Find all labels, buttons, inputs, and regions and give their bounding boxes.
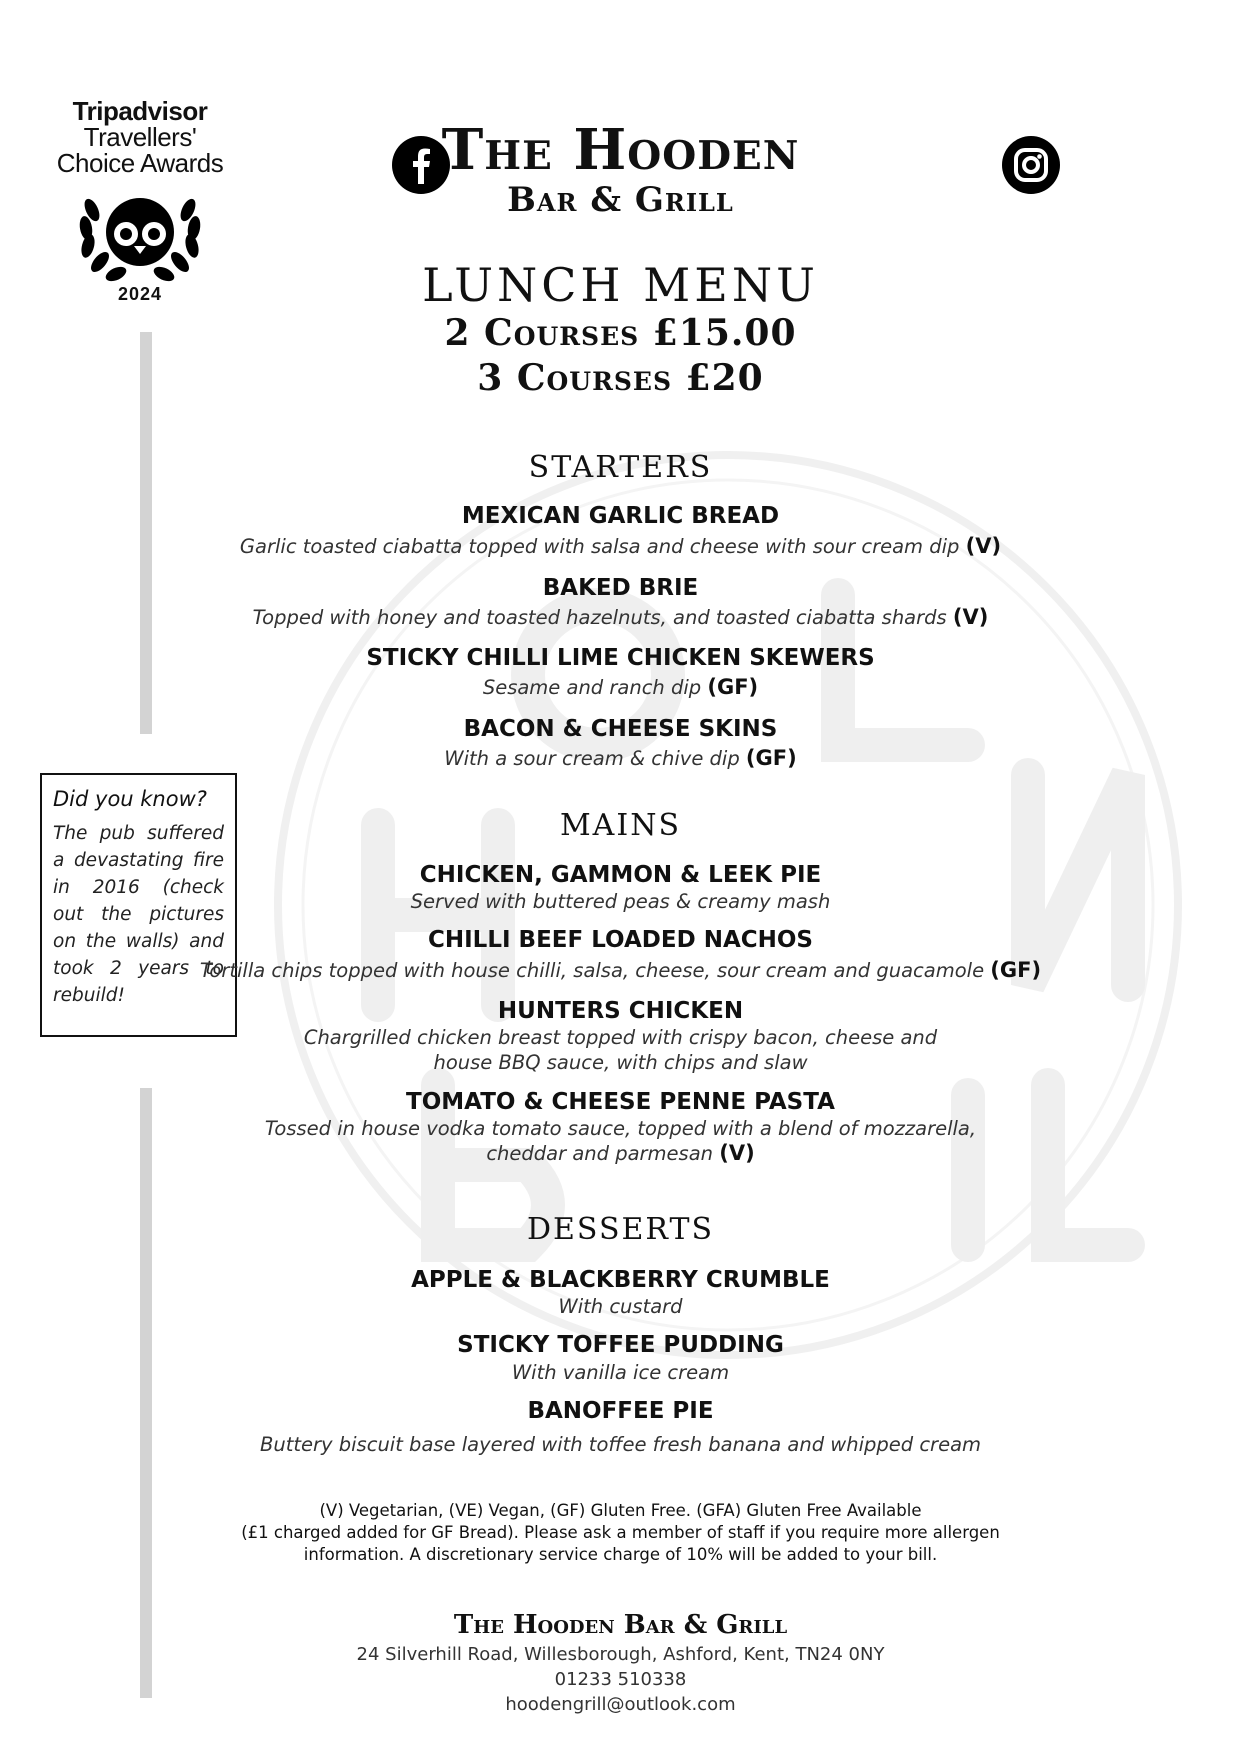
menu-item-desc: Tortilla chips topped with house chilli, salsa, cheese, sour cream and guacamole (GF) — [199, 958, 1042, 982]
price-two-courses: 2 Courses £15.00 — [444, 312, 797, 354]
footer-address: 24 Silverhill Road, Willesborough, Ashford, Kent, TN24 0NY — [356, 1644, 885, 1665]
dietary-tag: (GF) — [745, 746, 797, 770]
menu-item-desc: cheddar and parmesan (V) — [486, 1141, 755, 1165]
menu-item-desc: Garlic toasted ciabatta topped with salsa and cheese with sour cream dip (V) — [239, 534, 1002, 558]
footer-phone[interactable]: 01233 510338 — [554, 1669, 687, 1690]
menu-item-name: MEXICAN GARLIC BREAD — [461, 503, 780, 529]
desserts-heading: DESSERTS — [526, 1212, 715, 1247]
menu-item-desc: Chargrilled chicken breast topped with crispy bacon, cheese and — [303, 1026, 938, 1049]
starters-heading: STARTERS — [528, 450, 713, 485]
did-you-know-text: The pub suffered a devastating fire in 2016 (check out the pictures on the walls) and took 2 years to rebuild! — [53, 823, 224, 1006]
restaurant-name: The Hooden — [441, 117, 800, 183]
badge-year: 2024 — [117, 284, 163, 304]
did-you-know-title: Did you know? — [53, 787, 207, 811]
dietary-tag: (V) — [952, 605, 989, 629]
menu-item-name: STICKY CHILLI LIME CHICKEN SKEWERS — [366, 645, 875, 671]
restaurant-subtitle: Bar & Grill — [507, 180, 734, 220]
menu-item-desc: house BBQ sauce, with chips and slaw — [433, 1051, 808, 1074]
badge-line2: Choice Awards — [56, 148, 224, 178]
mains-heading: MAINS — [559, 808, 682, 843]
menu-item-desc: Tossed in house vodka tomato sauce, topped with a blend of mozzarella, — [264, 1117, 977, 1140]
menu-title: LUNCH MENU — [422, 258, 819, 312]
menu-item-desc: With a sour cream & chive dip (GF) — [444, 746, 797, 770]
menu-item-desc: Served with buttered peas & creamy mash — [410, 890, 831, 913]
allergen-note-line1: (V) Vegetarian, (VE) Vegan, (GF) Gluten Free. (GFA) Gluten Free Available — [319, 1501, 922, 1520]
menu-item-name: CHILLI BEEF LOADED NACHOS — [427, 927, 813, 953]
menu-item-desc: With vanilla ice cream — [511, 1361, 730, 1384]
footer-email[interactable]: hoodengrill@outlook.com — [505, 1694, 736, 1715]
menu-item-desc: Sesame and ranch dip (GF) — [482, 675, 759, 699]
menu-item-name: BANOFFEE PIE — [527, 1398, 714, 1424]
menu-item-desc: Topped with honey and toasted hazelnuts, and toasted ciabatta shards (V) — [252, 605, 989, 629]
allergen-note-line2: (£1 charged added for GF Bread). Please ask a member of staff if you require more allergen — [241, 1523, 1000, 1542]
badge-brand: Tripadvisor — [72, 96, 208, 126]
menu-item-name: TOMATO & CHEESE PENNE PASTA — [406, 1089, 835, 1115]
menu-item-desc: With custard — [558, 1295, 683, 1318]
dietary-tag: (GF) — [990, 958, 1042, 982]
menu-item-name: STICKY TOFFEE PUDDING — [457, 1332, 784, 1358]
dietary-tag: (V) — [719, 1141, 755, 1165]
menu-item-name: BACON & CHEESE SKINS — [463, 716, 778, 742]
menu-item-desc: Buttery biscuit base layered with toffee fresh banana and whipped cream — [259, 1433, 982, 1456]
footer-restaurant-name: The Hooden Bar & Grill — [453, 1610, 788, 1640]
price-three-courses: 3 Courses £20 — [477, 357, 764, 399]
allergen-note-line3: information. A discretionary service charge of 10% will be added to your bill. — [303, 1545, 938, 1564]
dietary-tag: (GF) — [707, 675, 759, 699]
menu-item-name: APPLE & BLACKBERRY CRUMBLE — [411, 1267, 830, 1293]
side-divider-bottom — [140, 1088, 152, 1698]
menu-item-name: CHICKEN, GAMMON & LEEK PIE — [419, 862, 822, 888]
menu-item-name: HUNTERS CHICKEN — [497, 998, 744, 1024]
menu-item-name: BAKED BRIE — [542, 575, 699, 601]
dietary-tag: (V) — [965, 534, 1002, 558]
badge-line1: Travellers' — [83, 122, 197, 152]
